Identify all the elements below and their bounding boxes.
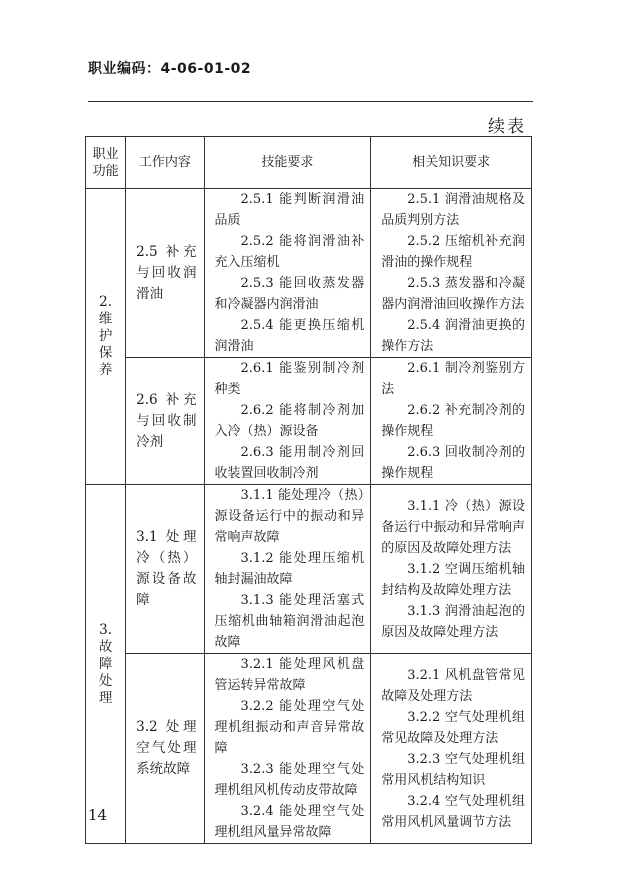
skill-cell: [204, 654, 371, 844]
knowledge-item: 2.6.1 制冷剂鉴别方法: [381, 361, 525, 397]
skill-item: 2.5.3 能回收蒸发器和冷凝器内润滑油: [214, 276, 365, 312]
work-content: 2.6 补充与回收制冷剂: [136, 391, 197, 450]
skill-item: 3.1.3 能处理活塞式压缩机曲轴箱润滑油起泡故障: [214, 593, 365, 650]
knowledge-item: 2.5.3 蒸发器和冷凝器内润滑油回收操作方法: [381, 276, 525, 312]
knowledge-item: 2.5.4 润滑油更换的操作方法: [381, 318, 525, 354]
function-label: 3. 故障处理: [98, 621, 113, 706]
knowledge-item: 3.2.4 空气处理机组常用风机风量调节方法: [381, 793, 525, 830]
header-divider: [88, 101, 533, 102]
work-content: 3.2 处理空气处理系统故障: [136, 719, 197, 777]
header-function-text: 职业功能: [92, 146, 119, 179]
skill-item: 2.5.1 能判断润滑油品质: [214, 192, 365, 228]
knowledge-item: 3.1.3 润滑油起泡的原因及故障处理方法: [381, 603, 525, 640]
function-cell: [86, 189, 126, 485]
table-row: [86, 485, 532, 654]
knowledge-item: 3.1.2 空调压缩机轴封结构及故障处理方法: [381, 561, 525, 598]
function-label: 2. 维护保养: [98, 294, 113, 378]
skill-item: 3.2.3 能处理空气处理机组风机传动皮带故障: [214, 762, 365, 798]
skill-item: 2.5.4 能更换压缩机润滑油: [214, 318, 365, 354]
skill-requirements-table: [85, 136, 532, 844]
skill-item: 3.2.2 能处理空气处理机组振动和声音异常故障: [214, 699, 365, 756]
table-row: [86, 358, 532, 485]
work-content: 2.5 补充与回收润滑油: [136, 243, 197, 302]
knowledge-cell: [371, 358, 532, 485]
knowledge-item: 2.6.2 补充制冷剂的操作规程: [381, 403, 525, 439]
knowledge-item: 2.6.3 回收制冷剂的操作规程: [381, 445, 525, 481]
function-cell: [86, 485, 126, 844]
skill-item: 2.5.2 能将润滑油补充入压缩机: [214, 234, 365, 270]
page-number: 14: [88, 806, 108, 824]
table-row: [86, 189, 532, 358]
knowledge-item: 3.2.2 空气处理机组常见故障及处理方法: [381, 709, 525, 746]
knowledge-item: 2.5.2 压缩机补充润滑油的操作规程: [381, 234, 525, 270]
skill-item: 2.6.3 能用制冷剂回收装置回收制冷剂: [214, 445, 365, 481]
work-cell: [126, 358, 204, 485]
skill-cell: [204, 189, 371, 358]
work-cell: [126, 485, 204, 654]
skill-item: 3.2.1 能处理风机盘管运转异常故障: [214, 657, 365, 693]
skill-item: 2.6.1 能鉴别制冷剂种类: [214, 361, 365, 397]
header-work: 工作内容: [126, 137, 204, 189]
skill-cell: [204, 485, 371, 654]
knowledge-cell: [371, 654, 532, 844]
work-cell: [126, 189, 204, 358]
work-cell: [126, 654, 204, 844]
skill-item: 3.1.1 能处理冷（热）源设备运行中的振动和异常响声故障: [214, 488, 365, 545]
skill-cell: [204, 358, 371, 485]
skill-item: 3.2.4 能处理空气处理机组风量异常故障: [214, 804, 365, 840]
skill-item: 3.1.2 能处理压缩机轴封漏油故障: [214, 551, 365, 587]
knowledge-item: 3.1.1 冷（热）源设备运行中振动和异常响声的原因及故障处理方法: [381, 498, 525, 556]
table-row: [86, 654, 532, 844]
occupation-code: 职业编码：4-06-01-02: [88, 61, 252, 77]
work-content: 3.1 处理冷（热）源设备故障: [136, 529, 197, 608]
knowledge-item: 2.5.1 润滑油规格及品质判别方法: [381, 192, 525, 228]
knowledge-cell: [371, 189, 532, 358]
knowledge-item: 3.2.3 空气处理机组常用风机结构知识: [381, 751, 525, 788]
table-header-row: [86, 137, 532, 189]
knowledge-cell: [371, 485, 532, 654]
header-skill: 技能要求: [204, 137, 371, 189]
header-function: [86, 137, 126, 189]
continued-label: 续表: [488, 117, 526, 137]
knowledge-item: 3.2.1 风机盘管常见故障及处理方法: [381, 667, 525, 704]
skill-item: 2.6.2 能将制冷剂加入冷（热）源设备: [214, 403, 365, 439]
header-knowledge: 相关知识要求: [371, 137, 532, 189]
